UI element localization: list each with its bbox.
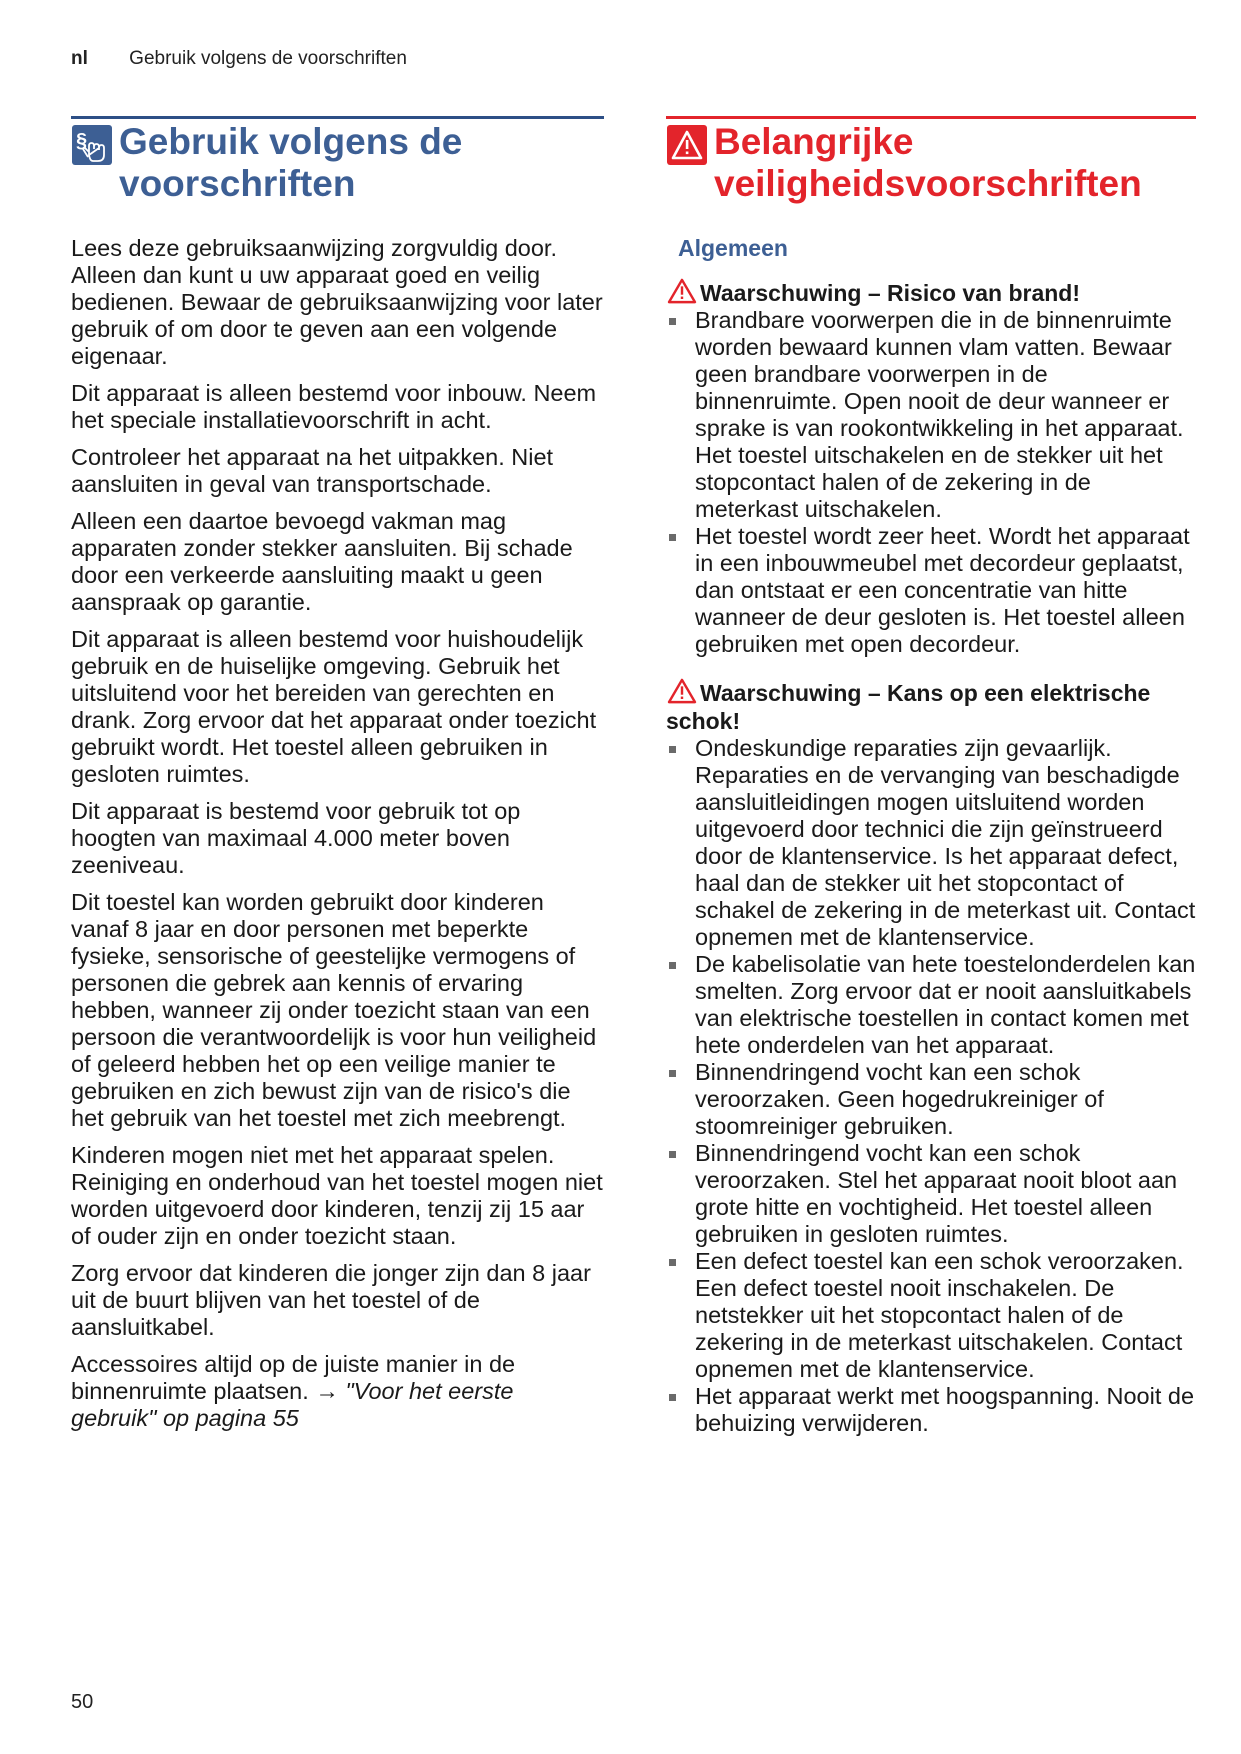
bullet-square-icon [669, 1394, 676, 1401]
running-header [71, 48, 407, 70]
list-item-text: Het apparaat werkt met hoogspanning. Nooit de behuizing verwijderen. [695, 1383, 1195, 1436]
cross-reference-link[interactable]: "Voor het eerste gebruik" op pagina 55 [71, 1378, 514, 1431]
title-line-2: voorschriften [119, 163, 356, 204]
paragraph: Dit apparaat is bestemd voor gebruik tot op hoogten van maximaal 4.000 meter boven zeeniveau. [71, 798, 521, 878]
paragraph-with-reference [71, 1351, 604, 1432]
paragraph: Dit toestel kan worden gebruikt door kinderen vanaf 8 jaar en door personen met beperkte fysieke, sensorische of geestelijke vermogens of personen die gebrek aan kennis of ervaring hebben, wanneer zij onder toezicht staan van een persoon die verantwoordelijk is voor hun veiligheid of geleerd hebben het op een veilige manier te gebruiken en zich bewust zijn van de risico's die het gebruik van het toestel met zich meebrengt. [71, 889, 597, 1131]
bullet-square-icon [669, 1070, 676, 1077]
section-rule [666, 116, 1196, 119]
warning-heading [666, 678, 1196, 735]
warning-triangle-icon [666, 678, 698, 704]
intended-use-icon [71, 122, 117, 168]
arrow-right-icon: → [315, 1378, 339, 1404]
list-item-text: Binnendringend vocht kan een schok veroorzaken. Geen hogedrukreiniger of stoomreiniger gebruiken. [695, 1059, 1104, 1139]
bullet-square-icon [669, 1151, 676, 1158]
warning-title: Waarschuwing – Kans op een elektrische schok! [666, 680, 1151, 734]
paragraph: Zorg ervoor dat kinderen die jonger zijn dan 8 jaar uit de buurt blijven van het toestel of de aansluitkabel. [71, 1260, 591, 1340]
paragraph: Controleer het apparaat na het uitpakken. Niet aansluiten in geval van transportschade. [71, 444, 554, 497]
warning-fire [666, 278, 1196, 658]
paragraph: Dit apparaat is alleen bestemd voor huishoudelijk gebruik en de huiselijke omgeving. Gebruik het uitsluitend voor het bereiden van gerechten en drank. Zorg ervoor dat het apparaat onder toezicht gebruikt wordt. Het toestel alleen gebruiken in gesloten ruimtes. [71, 626, 597, 787]
bullet-square-icon [669, 962, 676, 969]
list-item [666, 523, 1196, 658]
list-item-text: Binnendringend vocht kan een schok veroorzaken. Stel het apparaat nooit bloot aan grote hitte en vochtigheid. Het toestel alleen gebruiken in gesloten ruimtes. [695, 1140, 1178, 1247]
list-item [666, 1383, 1196, 1437]
warning-box-icon [666, 122, 712, 168]
paragraph-text: Accessoires altijd op de juiste manier in de binnenruimte plaatsen. [71, 1351, 516, 1404]
bullet-list [666, 307, 1196, 658]
warning-title: Waarschuwing – Risico van brand! [700, 280, 1081, 306]
section-rule [71, 116, 604, 119]
svg-text:§: § [76, 130, 88, 152]
bullet-square-icon [669, 1259, 676, 1266]
page-number: 50 [71, 1691, 94, 1713]
language-code: nl [71, 48, 88, 69]
bullet-square-icon [669, 534, 676, 541]
left-column [71, 116, 604, 1442]
title-line-1: Gebruik volgens de [119, 121, 463, 162]
list-item [666, 735, 1196, 951]
section-title [71, 121, 604, 205]
list-item [666, 1059, 1196, 1140]
list-item-text: De kabelisolatie van hete toestelonderdelen kan smelten. Zorg ervoor dat er nooit aansluitkabels van elektrische toestellen in contact komen met hete onderdelen van het apparaat. [695, 951, 1196, 1058]
paragraph: Kinderen mogen niet met het apparaat spelen. Reiniging en onderhoud van het toestel mogen niet worden uitgevoerd door kinderen, tenzij zij 15 aar of ouder zijn en onder toezicht staan. [71, 1142, 603, 1249]
list-item-text: Het toestel wordt zeer heet. Wordt het apparaat in een inbouwmeubel met decordeur geplaatst, dan ontstaat er een concentratie van hitte wanneer de deur gesloten is. Het toestel alleen gebruiken met open decordeur. [695, 523, 1190, 657]
paragraph: Dit apparaat is alleen bestemd voor inbouw. Neem het speciale installatievoorschrift in acht. [71, 380, 597, 433]
warning-triangle-icon [666, 278, 698, 304]
warning-heading [666, 278, 1196, 307]
bullet-square-icon [669, 746, 676, 753]
list-item-text: Ondeskundige reparaties zijn gevaarlijk. Reparaties en de vervanging van beschadigde aansluitleidingen mogen uitsluitend worden uitgevoerd door technici die zijn geïnstrueerd door de klantenservice. Is het apparaat defect, haal dan de stekker uit het stopcontact of schakel de zekering in de meterkast uit. Contact opnemen met de klantenservice. [695, 735, 1196, 950]
list-item [666, 1248, 1196, 1383]
list-item [666, 951, 1196, 1059]
bullet-list [666, 735, 1196, 1437]
title-line-1: Belangrijke [714, 121, 914, 162]
list-item [666, 307, 1196, 523]
paragraph: Alleen een daartoe bevoegd vakman mag apparaten zonder stekker aansluiten. Bij schade door een verkeerde aansluiting maakt u geen aanspraak op garantie. [71, 508, 573, 615]
bullet-square-icon [669, 318, 676, 325]
list-item [666, 1140, 1196, 1248]
warning-electric-shock [666, 678, 1196, 1437]
section-title [666, 121, 1196, 205]
right-column [666, 116, 1196, 1457]
header-title: Gebruik volgens de voorschriften [129, 48, 407, 69]
paragraph: Lees deze gebruiksaanwijzing zorgvuldig door. Alleen dan kunt u uw apparaat goed en veilig bedienen. Bewaar de gebruiksaanwijzing voor later gebruik of om door te geven aan een volgende eigenaar. [71, 235, 603, 369]
list-item-text: Een defect toestel kan een schok veroorzaken. Een defect toestel nooit inschakelen. De netstekker uit het stopcontact halen of de zekering in de meterkast uitschakelen. Contact opnemen met de klantenservice. [695, 1248, 1184, 1382]
title-line-2: veiligheidsvoorschriften [714, 163, 1142, 204]
subheading: Algemeen [678, 235, 788, 261]
list-item-text: Brandbare voorwerpen die in de binnenruimte worden bewaard kunnen vlam vatten. Bewaar geen brandbare voorwerpen in de binnenruimte. Open nooit de deur wanneer er sprake is van rookontwikkeling in het apparaat. Het toestel uitschakelen en de stekker uit het stopcontact halen of de zekering in de meterkast uitschakelen. [695, 307, 1184, 522]
